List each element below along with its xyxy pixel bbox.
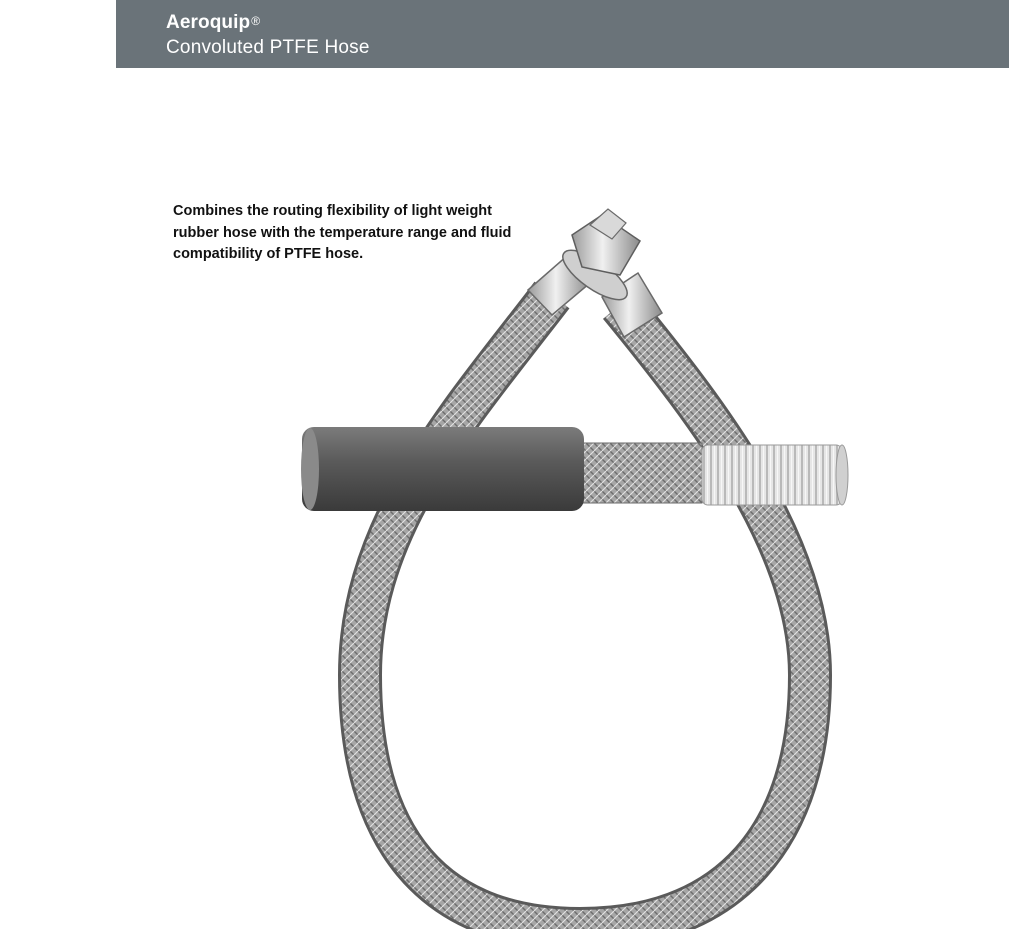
- header-band: [116, 0, 1009, 68]
- brand-name: Aeroquip: [166, 12, 251, 33]
- hose-cutaway-layers: [301, 427, 848, 511]
- intro-paragraph: Combines the routing flexibility of light weight rubber hose with the temperature range and fluid compatibility of PTFE hose.: [173, 203, 512, 262]
- brand-title: [166, 12, 260, 34]
- hose-photo: [290, 195, 870, 929]
- registered-mark: ®: [251, 14, 261, 28]
- product-subtitle: Convoluted PTFE Hose: [166, 37, 370, 58]
- braided-hose-loop: [360, 295, 810, 929]
